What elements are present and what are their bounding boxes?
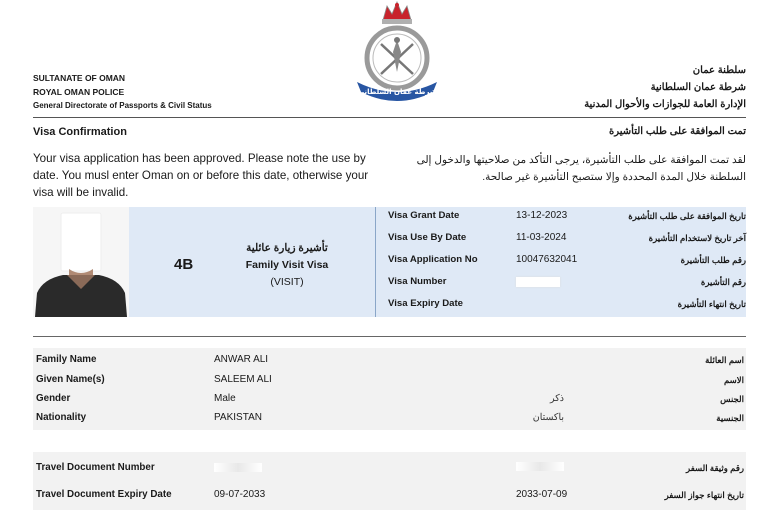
visa-row-label: Visa Expiry Date: [388, 298, 464, 309]
header-english: [33, 71, 212, 113]
crown-icon: [382, 2, 412, 24]
visa-application-no-label-arabic: رقم طلب التأشيرة: [680, 255, 746, 265]
visa-type-name: [232, 240, 342, 291]
travel-document-number-label-arabic: رقم وثيقة السفر: [686, 463, 744, 473]
visa-grant-date-label-arabic: تاريخ الموافقة على طلب التأشيرة: [628, 211, 746, 221]
page-title: Visa Confirmation: [33, 126, 127, 138]
person-silhouette-icon: [33, 207, 129, 317]
given-names-label-arabic: الاسم: [724, 375, 744, 385]
gender-value-arabic: ذكر: [550, 393, 564, 404]
visa-row-expiry-date: [388, 298, 463, 314]
visa-use-by-date-label-arabic: آخر تاريخ لاستخدام التأشيرة: [648, 233, 746, 243]
gender-label: Gender: [36, 393, 71, 404]
visa-number-label-arabic: رقم التأشيرة: [700, 277, 746, 287]
visa-row-use-by-date: [388, 232, 466, 248]
travel-document-expiry-label-arabic: تاريخ انتهاء جواز السفر: [664, 490, 744, 500]
visa-grant-date-value: 13-12-2023: [516, 210, 568, 221]
visa-row-label: Visa Use By Date: [388, 232, 467, 243]
travel-document-expiry-value: 09-07-2033: [214, 489, 266, 500]
emblem-ribbon-text: شرطة عمان السلطانية: [357, 88, 437, 96]
visa-number-redacted: [516, 277, 560, 290]
travel-document-number-redacted: [214, 463, 262, 475]
personal-details-band: [33, 348, 746, 430]
gender-label-arabic: الجنس: [720, 394, 744, 404]
royal-oman-police-emblem: [345, 0, 449, 104]
family-name-label: Family Name: [36, 354, 97, 365]
redaction-mark: [214, 463, 262, 472]
header-en-line-1: SULTANATE OF OMAN: [33, 73, 126, 83]
nationality-value-arabic: باكستان: [532, 412, 564, 423]
visa-application-no-value: 10047632041: [516, 254, 578, 265]
travel-document-expiry-value-iso: 2033-07-09: [516, 489, 568, 500]
visa-type-name-arabic: تأشيرة زيارة عائلية: [246, 242, 328, 254]
visa-use-by-date-value: 11-03-2024: [516, 232, 567, 243]
header-en-line-2: ROYAL OMAN POLICE: [33, 87, 125, 97]
section-divider: [33, 336, 746, 337]
gender-value: Male: [214, 393, 236, 404]
family-name-value: ANWAR ALI: [214, 354, 269, 365]
approval-message: Your visa application has been approved. Please note the use by date. You musl enter Oman on or before this date, otherwise your visa will be invalid.: [33, 152, 369, 199]
visa-category: (VISIT): [270, 276, 304, 288]
travel-document-band: [33, 452, 746, 510]
travel-document-number-alt-redacted: [516, 462, 564, 474]
header-en-line-3: General Directorate of Passports & Civil Status: [33, 101, 212, 110]
visa-row-visa-number: [388, 276, 446, 292]
visa-type-name-english: Family Visit Visa: [245, 259, 329, 271]
redaction-mark: [516, 462, 564, 471]
visa-row-label: Visa Application No: [388, 254, 478, 265]
header-ar-line-1: سلطنة عمان: [692, 65, 746, 76]
visa-row-label: Visa Number: [388, 276, 447, 287]
page-title-arabic: تمت الموافقة على طلب التأشيرة: [609, 126, 746, 137]
visa-type-code: 4B: [174, 256, 194, 273]
applicant-photo: [33, 207, 129, 317]
nationality-value: PAKISTAN: [214, 412, 262, 423]
travel-document-expiry-label: Travel Document Expiry Date: [36, 489, 172, 500]
header-ar-line-3: الإدارة العامة للجوازات والأحوال المدنية: [584, 99, 746, 110]
redaction-mark: [516, 277, 560, 287]
nationality-label-arabic: الجنسية: [716, 413, 744, 423]
family-name-label-arabic: اسم العائلة: [705, 355, 744, 365]
visa-expiry-date-label-arabic: تاريخ انتهاء التأشيرة: [677, 299, 746, 309]
header-ar-line-2: شرطة عمان السلطانية: [650, 82, 746, 93]
visa-row-application-no: [388, 254, 478, 270]
given-names-value: SALEEM ALI: [214, 374, 272, 385]
header-arabic: [584, 62, 746, 113]
header-divider: [33, 117, 746, 118]
visa-row-label: Visa Grant Date: [388, 210, 460, 221]
travel-document-number-label: Travel Document Number: [36, 462, 155, 473]
given-names-label: Given Name(s): [36, 374, 105, 385]
visa-row-grant-date: [388, 210, 459, 226]
approval-message-arabic: لقد تمت الموافقة على طلب التأشيرة، يرجى التأكد من صلاحيتها والدخول إلى السلطنة خلال المدة المحددة وإلا ستصبح التأشيرة غير صالحة.: [416, 154, 746, 183]
nationality-label: Nationality: [36, 412, 87, 423]
